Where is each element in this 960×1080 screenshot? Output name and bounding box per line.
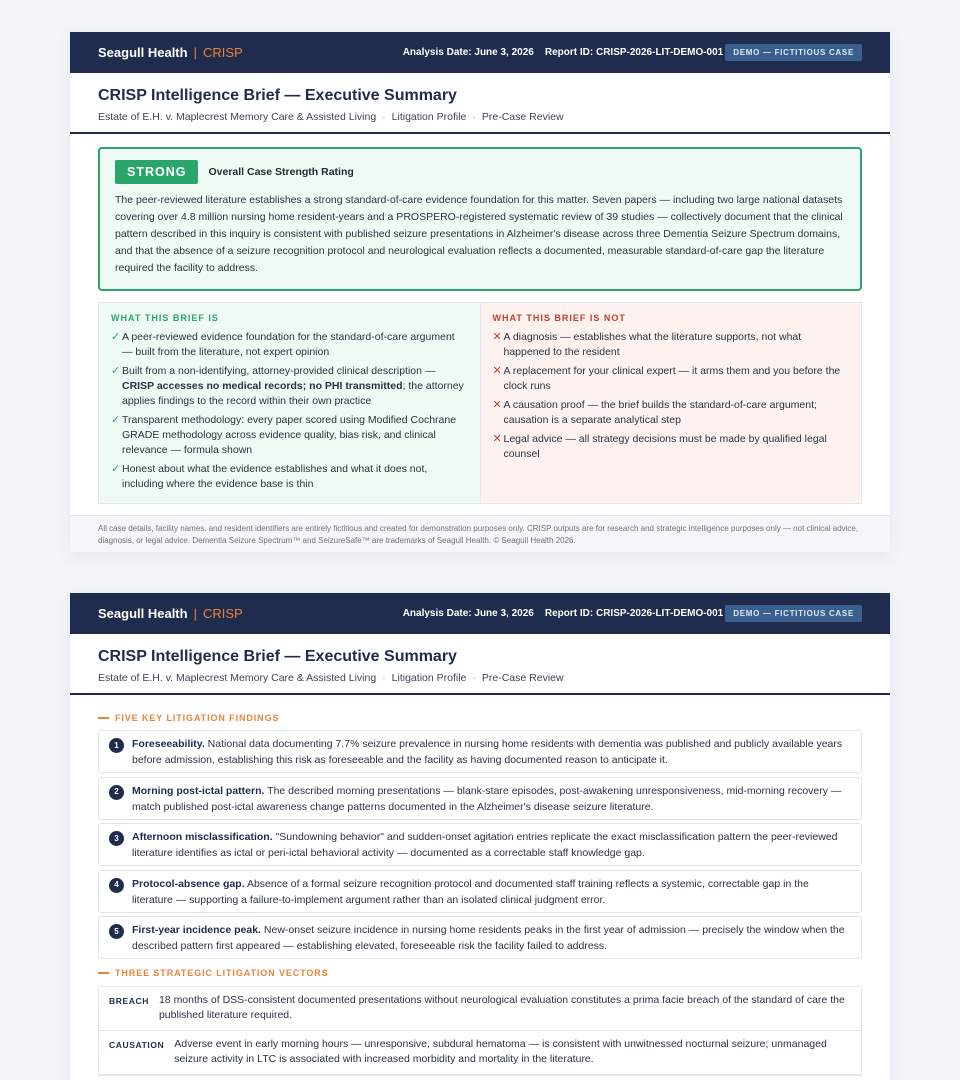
report-meta	[403, 32, 862, 73]
check-icon: ✓	[111, 463, 121, 475]
separator-dot: ·	[472, 672, 476, 684]
product-name: CRISP	[202, 606, 243, 621]
list-item	[111, 330, 468, 360]
list-item	[111, 364, 468, 409]
brand-separator: |	[193, 45, 197, 60]
review-stage: Pre-Case Review	[481, 672, 564, 684]
brand-name: Seagull Health	[98, 45, 188, 60]
list-item	[111, 462, 468, 492]
list-item	[493, 432, 850, 462]
finding-item	[98, 730, 862, 773]
number-badge: 4	[109, 878, 124, 893]
rating-label: Overall Case Strength Rating	[208, 166, 354, 178]
page-header	[70, 634, 890, 695]
vectors-table	[98, 986, 862, 1076]
case-name: Estate of E.H. v. Maplecrest Memory Care & Assisted Living	[98, 672, 377, 684]
finding-text: National data documenting 7.7% seizure prevalence in nursing home residents with dementia was published and publicly available years before admission, establishing this risk as foreseeable and the facility as having documented reason to anticipate it.	[132, 738, 843, 766]
vector-label: CAUSATION	[109, 1040, 165, 1050]
list-item	[111, 413, 468, 458]
dash-icon	[98, 972, 109, 974]
finding-text: New-onset seizure incidence in nursing home residents peaks in the first year of admission — precisely the window when the described pattern first appeared — establishing elevated, foreseeable risk the facility failed to address.	[132, 924, 845, 952]
separator-dot: ·	[382, 672, 386, 684]
cross-icon: ✕	[492, 331, 502, 343]
demo-badge: DEMO — FICTITIOUS CASE	[725, 605, 862, 622]
findings-heading-text: FIVE KEY LITIGATION FINDINGS	[115, 713, 280, 723]
top-bar	[70, 593, 890, 634]
list-item-text: Built from a non-identifying, attorney-provided clinical description — CRISP accesses no medical records; no PHI transmitted; the attorney applies findings to the record within their own practice	[122, 365, 464, 407]
number-badge: 2	[109, 785, 124, 800]
check-icon: ✓	[111, 365, 121, 377]
product-name: CRISP	[202, 45, 243, 60]
separator-dot: ·	[472, 111, 476, 123]
finding-title: First-year incidence peak.	[132, 924, 261, 936]
cross-icon: ✕	[492, 365, 502, 377]
vector-row	[99, 987, 861, 1031]
findings-list	[98, 730, 862, 963]
brand-logo	[98, 606, 243, 621]
case-subtitle	[98, 111, 862, 123]
review-stage: Pre-Case Review	[481, 111, 564, 123]
what-brief-is-heading: WHAT THIS BRIEF IS	[111, 313, 219, 323]
what-brief-is	[99, 303, 481, 503]
page-header	[70, 73, 890, 134]
brand-separator: |	[193, 606, 197, 621]
top-bar	[70, 32, 890, 73]
finding-text: The described morning presentations — blank-stare episodes, post-awakening unresponsiveness, mid-morning recovery — match published post-ictal awareness change patterns documented in the Alzheimer's disease seizure literature.	[132, 784, 842, 813]
number-badge: 3	[109, 831, 124, 846]
brief-scope	[98, 302, 862, 504]
report-id: Report ID: CRISP-2026-LIT-DEMO-001	[544, 47, 724, 58]
list-item-text: Transparent methodology: every paper scored using Modified Cochrane GRADE methodology across evidence quality, bias risk, and clinical relevance — formula shown	[122, 414, 457, 456]
finding-item	[98, 916, 862, 959]
finding-text: Absence of a formal seizure recognition protocol and documented staff training reflects a systemic, correctable gap in the literature — supporting a failure-to-implement argument rather than an isolated clinical judgment error.	[132, 877, 809, 906]
profile-type: Litigation Profile	[391, 111, 467, 123]
brand-name: Seagull Health	[98, 606, 188, 621]
vectors-heading	[98, 968, 329, 978]
finding-title: Morning post-ictal pattern.	[132, 784, 265, 797]
case-name: Estate of E.H. v. Maplecrest Memory Care & Assisted Living	[98, 111, 377, 123]
vector-label: BREACH	[109, 996, 149, 1006]
report-meta	[403, 593, 862, 634]
finding-text: "Sundowning behavior" and sudden-onset agitation entries replicate the exact misclassification pattern the peer-reviewed literature identifies as ictal or peri-ictal behavioral activity — documented as a correctable staff knowledge gap.	[132, 831, 838, 859]
list-item-text: Legal advice — all strategy decisions must be made by qualified legal counsel	[503, 433, 827, 460]
vector-row	[99, 1031, 861, 1075]
analysis-date: Analysis Date: June 3, 2026	[402, 47, 534, 58]
list-item	[493, 330, 850, 360]
disclaimer-footer: All case details, facility names, and resident identifiers are entirely fictitious and created for demonstration purposes only. CRISP outputs are for research and strategic intelligence purposes only — not clinical advice, diagnosis, or legal advice. Dementia Seizure Spectrum™ and SeizureSafe™ are trademarks of Seagull Health. © Seagull Health 2026.	[70, 515, 890, 552]
finding-title: Foreseeability.	[132, 738, 205, 750]
vectors-heading-text: THREE STRATEGIC LITIGATION VECTORS	[115, 968, 329, 978]
brief-page-1	[70, 32, 890, 552]
finding-title: Afternoon misclassification.	[132, 831, 273, 843]
finding-item	[98, 870, 862, 913]
report-id: Report ID: CRISP-2026-LIT-DEMO-001	[544, 608, 724, 619]
list-item	[493, 398, 850, 428]
list-item-text: A diagnosis — establishes what the literature supports, not what happened to the resident	[503, 331, 802, 358]
cross-icon: ✕	[492, 433, 502, 445]
finding-title: Protocol-absence gap.	[132, 877, 245, 890]
list-item-text: A peer-reviewed evidence foundation for the standard-of-care argument — built from the literature, not expert opinion	[122, 331, 455, 358]
check-icon: ✓	[111, 331, 121, 343]
case-strength-rating	[98, 147, 862, 291]
finding-item	[98, 777, 862, 820]
strength-badge: STRONG	[115, 160, 198, 184]
list-item	[493, 364, 850, 394]
analysis-date: Analysis Date: June 3, 2026	[402, 608, 534, 619]
rating-summary: The peer-reviewed literature establishes a strong standard-of-care evidence foundation for this matter. Seven papers — including two large national datasets covering over 4.8 million nursing home resident-years and a PROSPERO-registered systematic review of 39 studies — collectively document that the clinical pattern described in this inquiry is consistent with published seizure presentations in Alzheimer's disease across three Dementia Seizure Spectrum domains, and that the absence of a seizure recognition protocol and neurological evaluation reflects a documented, measurable standard-of-care gap the literature required the facility to address.	[115, 194, 843, 274]
findings-heading	[98, 713, 279, 723]
list-item-text: Honest about what the evidence establishes and what it does not, including where the evidence base is thin	[122, 463, 428, 490]
brief-page-2	[70, 593, 890, 1080]
separator-dot: ·	[382, 111, 386, 123]
number-badge: 5	[109, 924, 124, 939]
number-badge: 1	[109, 738, 124, 753]
finding-item	[98, 823, 862, 866]
check-icon: ✓	[111, 414, 121, 426]
page-title: CRISP Intelligence Brief — Executive Summary	[98, 648, 457, 665]
dash-icon	[98, 717, 109, 719]
cross-icon: ✕	[492, 399, 502, 411]
case-subtitle	[98, 672, 862, 684]
brand-logo	[98, 45, 243, 60]
vector-text: 18 months of DSS-consistent documented presentations without neurological evaluation constitutes a prima facie breach of the standard of care the published literature required.	[158, 994, 845, 1021]
list-item-text: A replacement for your clinical expert — it arms them and you before the clock runs	[503, 365, 841, 392]
what-brief-is-not-heading: WHAT THIS BRIEF IS NOT	[492, 313, 626, 323]
vector-text: Adverse event in early morning hours — unresponsive, subdural hematoma — is consistent with unwitnessed nocturnal seizure; unmanaged seizure activity in LTC is associated with increased morbidity and mortality in the literature.	[174, 1038, 827, 1065]
demo-badge: DEMO — FICTITIOUS CASE	[725, 44, 862, 61]
profile-type: Litigation Profile	[391, 672, 467, 684]
what-brief-is-not	[481, 303, 862, 503]
list-item-text: A causation proof — the brief builds the standard-of-care argument; causation is a separate analytical step	[503, 399, 817, 426]
page-title: CRISP Intelligence Brief — Executive Summary	[98, 87, 457, 104]
